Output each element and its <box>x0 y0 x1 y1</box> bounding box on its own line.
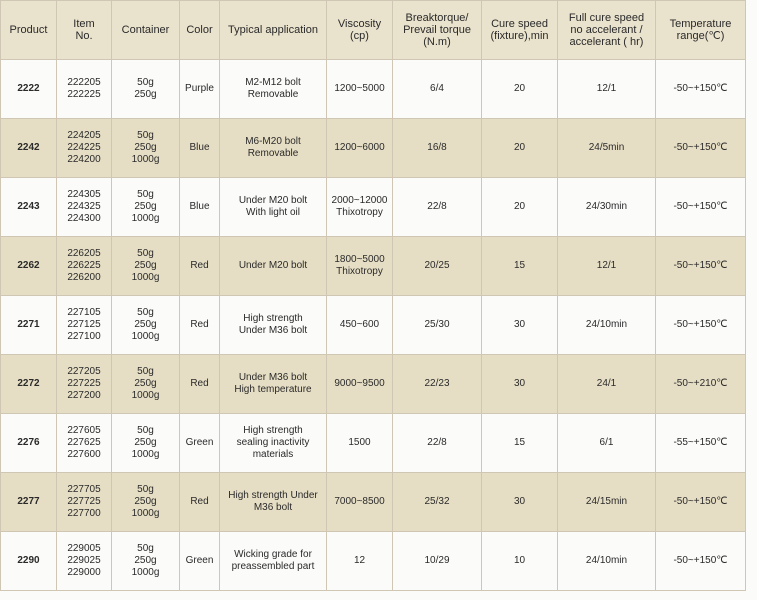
cell-torque: 22/8 <box>393 414 482 473</box>
cell-temperature-range: -50~+150℃ <box>656 178 746 237</box>
cell-viscosity: 1800~5000 Thixotropy <box>327 237 393 296</box>
cell-viscosity: 12 <box>327 532 393 591</box>
cell-temperature-range: -50~+150℃ <box>656 60 746 119</box>
cell-viscosity: 2000~12000 Thixotropy <box>327 178 393 237</box>
cell-torque: 25/32 <box>393 473 482 532</box>
cell-temperature-range: -50~+150℃ <box>656 532 746 591</box>
cell-product: 2271 <box>1 296 57 355</box>
cell-full-cure-speed: 6/1 <box>558 414 656 473</box>
cell-product: 2290 <box>1 532 57 591</box>
cell-item-numbers: 227105 227125 227100 <box>57 296 112 355</box>
cell-full-cure-speed: 24/10min <box>558 296 656 355</box>
cell-viscosity: 9000~9500 <box>327 355 393 414</box>
header-viscosity: Viscosity (cp) <box>327 1 393 60</box>
header-product: Product <box>1 1 57 60</box>
header-container: Container <box>112 1 180 60</box>
cell-color: Green <box>180 414 220 473</box>
cell-item-numbers: 222205 222225 <box>57 60 112 119</box>
table-row <box>1 237 746 296</box>
cell-color: Blue <box>180 178 220 237</box>
cell-color: Red <box>180 296 220 355</box>
cell-typical-application: M6-M20 bolt Removable <box>220 119 327 178</box>
cell-torque: 22/8 <box>393 178 482 237</box>
header-temperature-range: Temperature range(℃) <box>656 1 746 60</box>
cell-cure-speed: 15 <box>482 237 558 296</box>
table-row <box>1 178 746 237</box>
table-row <box>1 414 746 473</box>
cell-item-numbers: 224205 224225 224200 <box>57 119 112 178</box>
header-item-no: Item No. <box>57 1 112 60</box>
table-row <box>1 532 746 591</box>
cell-product: 2243 <box>1 178 57 237</box>
header-cure-speed: Cure speed (fixture),min <box>482 1 558 60</box>
cell-typical-application: High strength sealing inactivity materials <box>220 414 327 473</box>
cell-item-numbers: 227205 227225 227200 <box>57 355 112 414</box>
cell-torque: 6/4 <box>393 60 482 119</box>
cell-cure-speed: 10 <box>482 532 558 591</box>
cell-container-sizes: 50g 250g 1000g <box>112 119 180 178</box>
cell-color: Blue <box>180 119 220 178</box>
cell-container-sizes: 50g 250g 1000g <box>112 178 180 237</box>
cell-temperature-range: -50~+150℃ <box>656 296 746 355</box>
cell-container-sizes: 50g 250g 1000g <box>112 473 180 532</box>
cell-product: 2272 <box>1 355 57 414</box>
cell-cure-speed: 30 <box>482 355 558 414</box>
header-full-cure-speed: Full cure speed no accelerant / accelerant ( hr) <box>558 1 656 60</box>
cell-viscosity: 7000~8500 <box>327 473 393 532</box>
cell-full-cure-speed: 24/30min <box>558 178 656 237</box>
cell-product: 2277 <box>1 473 57 532</box>
cell-temperature-range: -50~+150℃ <box>656 237 746 296</box>
cell-color: Red <box>180 473 220 532</box>
cell-item-numbers: 224305 224325 224300 <box>57 178 112 237</box>
cell-typical-application: Under M36 bolt High temperature <box>220 355 327 414</box>
table-row <box>1 296 746 355</box>
cell-full-cure-speed: 12/1 <box>558 60 656 119</box>
cell-typical-application: High strength Under M36 bolt <box>220 473 327 532</box>
cell-product: 2242 <box>1 119 57 178</box>
header-typical-application: Typical application <box>220 1 327 60</box>
cell-temperature-range: -50~+210℃ <box>656 355 746 414</box>
cell-cure-speed: 20 <box>482 178 558 237</box>
table-row <box>1 119 746 178</box>
cell-full-cure-speed: 24/10min <box>558 532 656 591</box>
cell-torque: 10/29 <box>393 532 482 591</box>
cell-container-sizes: 50g 250g 1000g <box>112 237 180 296</box>
cell-container-sizes: 50g 250g 1000g <box>112 414 180 473</box>
header-torque: Breaktorque/ Prevail torque (N.m) <box>393 1 482 60</box>
cell-product: 2276 <box>1 414 57 473</box>
cell-torque: 22/23 <box>393 355 482 414</box>
cell-viscosity: 1500 <box>327 414 393 473</box>
cell-temperature-range: -50~+150℃ <box>656 473 746 532</box>
cell-cure-speed: 30 <box>482 296 558 355</box>
cell-typical-application: High strength Under M36 bolt <box>220 296 327 355</box>
cell-item-numbers: 229005 229025 229000 <box>57 532 112 591</box>
cell-cure-speed: 15 <box>482 414 558 473</box>
cell-product: 2222 <box>1 60 57 119</box>
cell-item-numbers: 227705 227725 227700 <box>57 473 112 532</box>
table-row <box>1 60 746 119</box>
cell-typical-application: M2-M12 bolt Removable <box>220 60 327 119</box>
cell-color: Green <box>180 532 220 591</box>
cell-container-sizes: 50g 250g 1000g <box>112 532 180 591</box>
cell-cure-speed: 30 <box>482 473 558 532</box>
cell-full-cure-speed: 24/15min <box>558 473 656 532</box>
cell-viscosity: 1200~5000 <box>327 60 393 119</box>
cell-product: 2262 <box>1 237 57 296</box>
cell-torque: 16/8 <box>393 119 482 178</box>
cell-viscosity: 450~600 <box>327 296 393 355</box>
header-row <box>1 1 746 60</box>
cell-temperature-range: -50~+150℃ <box>656 119 746 178</box>
cell-typical-application: Under M20 bolt <box>220 237 327 296</box>
cell-cure-speed: 20 <box>482 60 558 119</box>
cell-container-sizes: 50g 250g 1000g <box>112 296 180 355</box>
cell-full-cure-speed: 24/1 <box>558 355 656 414</box>
cell-viscosity: 1200~6000 <box>327 119 393 178</box>
header-color: Color <box>180 1 220 60</box>
cell-torque: 20/25 <box>393 237 482 296</box>
table-row <box>1 473 746 532</box>
cell-container-sizes: 50g 250g 1000g <box>112 355 180 414</box>
cell-color: Purple <box>180 60 220 119</box>
cell-full-cure-speed: 24/5min <box>558 119 656 178</box>
cell-typical-application: Under M20 bolt With light oil <box>220 178 327 237</box>
cell-item-numbers: 226205 226225 226200 <box>57 237 112 296</box>
cell-container-sizes: 50g 250g <box>112 60 180 119</box>
table-row <box>1 355 746 414</box>
cell-color: Red <box>180 237 220 296</box>
cell-item-numbers: 227605 227625 227600 <box>57 414 112 473</box>
cell-cure-speed: 20 <box>482 119 558 178</box>
cell-typical-application: Wicking grade for preassembled part <box>220 532 327 591</box>
cell-color: Red <box>180 355 220 414</box>
cell-torque: 25/30 <box>393 296 482 355</box>
cell-temperature-range: -55~+150℃ <box>656 414 746 473</box>
cell-full-cure-speed: 12/1 <box>558 237 656 296</box>
